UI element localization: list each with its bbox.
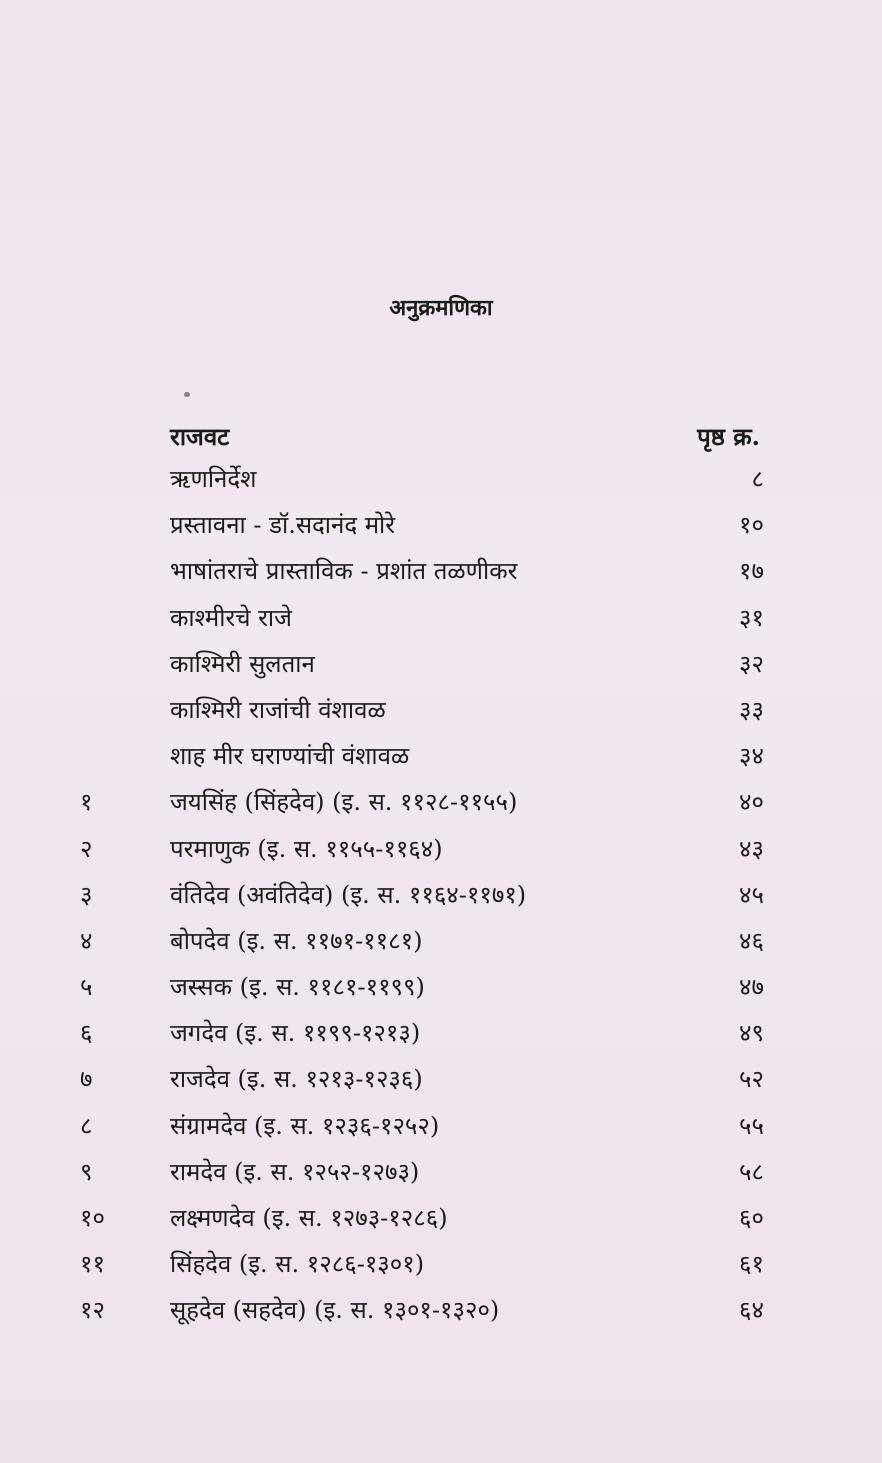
- toc-entry: [0, 878, 882, 924]
- entry-page-number: ३२: [739, 649, 764, 678]
- entry-number: १: [80, 788, 93, 817]
- entry-title: भाषांतराचे प्रास्ताविक - प्रशांत तळणीकर: [170, 557, 518, 586]
- entry-page-number: ६०: [739, 1204, 764, 1232]
- toc-entry: [0, 1109, 882, 1155]
- entry-page-number: ४०: [739, 788, 764, 817]
- entry-title: राजदेव (इ. स. १२१३-१२३६): [170, 1065, 423, 1094]
- entry-number: १०: [80, 1204, 105, 1232]
- toc-entry: [0, 601, 882, 647]
- entry-page-number: ५८: [739, 1157, 764, 1186]
- entry-number: १२: [80, 1296, 105, 1325]
- entry-number: ३: [80, 880, 93, 909]
- entry-title: ऋणनिर्देश: [170, 465, 257, 493]
- toc-entry: [0, 1201, 882, 1247]
- entry-page-number: १०: [739, 511, 764, 540]
- entry-title: प्रस्तावना - डॉ.सदानंद मोरे: [170, 511, 396, 540]
- ink-speck: [184, 392, 190, 397]
- entry-number: ४: [80, 926, 93, 955]
- entry-title: जस्सक (इ. स. ११८१-११९९): [170, 973, 425, 1002]
- toc-entry: [0, 1062, 882, 1108]
- entry-title: परमाणुक (इ. स. ११५५-११६४): [170, 834, 443, 863]
- entry-title: वंतिदेव (अवंतिदेव) (इ. स. ११६४-११७१): [170, 880, 527, 909]
- column-header-reign: राजवट: [170, 422, 230, 451]
- entry-title: सूहदेव (सहदेव) (इ. स. १३०१-१३२०): [170, 1296, 500, 1325]
- entry-number: २: [80, 834, 93, 863]
- entry-number: ११: [80, 1250, 105, 1279]
- toc-entry: [0, 693, 882, 739]
- entry-page-number: ३३: [739, 695, 764, 724]
- entry-title: सिंहदेव (इ. स. १२८६-१३०१): [170, 1250, 425, 1279]
- toc-entry: [0, 1016, 882, 1062]
- toc-entry: [0, 832, 882, 878]
- entry-title: जयसिंह (सिंहदेव) (इ. स. ११२८-११५५): [170, 788, 518, 817]
- entry-number: ७: [80, 1065, 93, 1094]
- entry-number: ६: [80, 1019, 93, 1048]
- entry-title: बोपदेव (इ. स. ११७१-११८१): [170, 926, 423, 955]
- entry-page-number: ६४: [739, 1296, 764, 1325]
- entry-number: ९: [80, 1157, 93, 1186]
- toc-entry: [0, 554, 882, 600]
- toc-entry: [0, 1155, 882, 1201]
- entry-page-number: ४३: [739, 834, 764, 863]
- entry-page-number: १७: [739, 557, 764, 586]
- entry-page-number: ५२: [739, 1065, 764, 1094]
- toc-entry: [0, 1293, 882, 1339]
- entry-title: काश्मीरचे राजे: [170, 603, 292, 632]
- entry-title: काश्मिरी राजांची वंशावळ: [170, 695, 386, 724]
- entry-page-number: ४७: [739, 973, 764, 1002]
- entry-page-number: ५५: [739, 1111, 764, 1140]
- toc-entry: [0, 1247, 882, 1293]
- entry-title: जगदेव (इ. स. ११९९-१२१३): [170, 1019, 421, 1048]
- entry-number: ५: [80, 973, 93, 1002]
- entry-page-number: ४५: [739, 880, 764, 909]
- toc-entry: [0, 970, 882, 1016]
- toc-entry: [0, 508, 882, 554]
- toc-entry: [0, 647, 882, 693]
- entry-page-number: ४९: [739, 1019, 764, 1048]
- column-header-page: पृष्ठ क्र.: [697, 422, 760, 451]
- entry-page-number: ६१: [739, 1250, 764, 1279]
- toc-entry: [0, 739, 882, 785]
- entry-title: लक्ष्मणदेव (इ. स. १२७३-१२८६): [170, 1204, 448, 1232]
- entry-page-number: ३१: [739, 603, 764, 632]
- entry-title: काश्मिरी सुलतान: [170, 649, 315, 678]
- entry-title: संग्रामदेव (इ. स. १२३६-१२५२): [170, 1111, 440, 1140]
- entry-title: शाह मीर घराण्यांची वंशावळ: [170, 742, 410, 771]
- page-title: अनुक्रमणिका: [389, 295, 493, 321]
- toc-entry: [0, 462, 882, 508]
- entry-number: ८: [80, 1111, 93, 1140]
- entry-page-number: ३४: [739, 742, 764, 771]
- entry-title: रामदेव (इ. स. १२५२-१२७३): [170, 1157, 420, 1186]
- entry-page-number: ८: [751, 465, 764, 493]
- toc-entry: [0, 785, 882, 831]
- entry-page-number: ४६: [739, 926, 764, 955]
- toc-entry: [0, 924, 882, 970]
- toc-list: [0, 462, 882, 1340]
- toc-header: [0, 420, 882, 456]
